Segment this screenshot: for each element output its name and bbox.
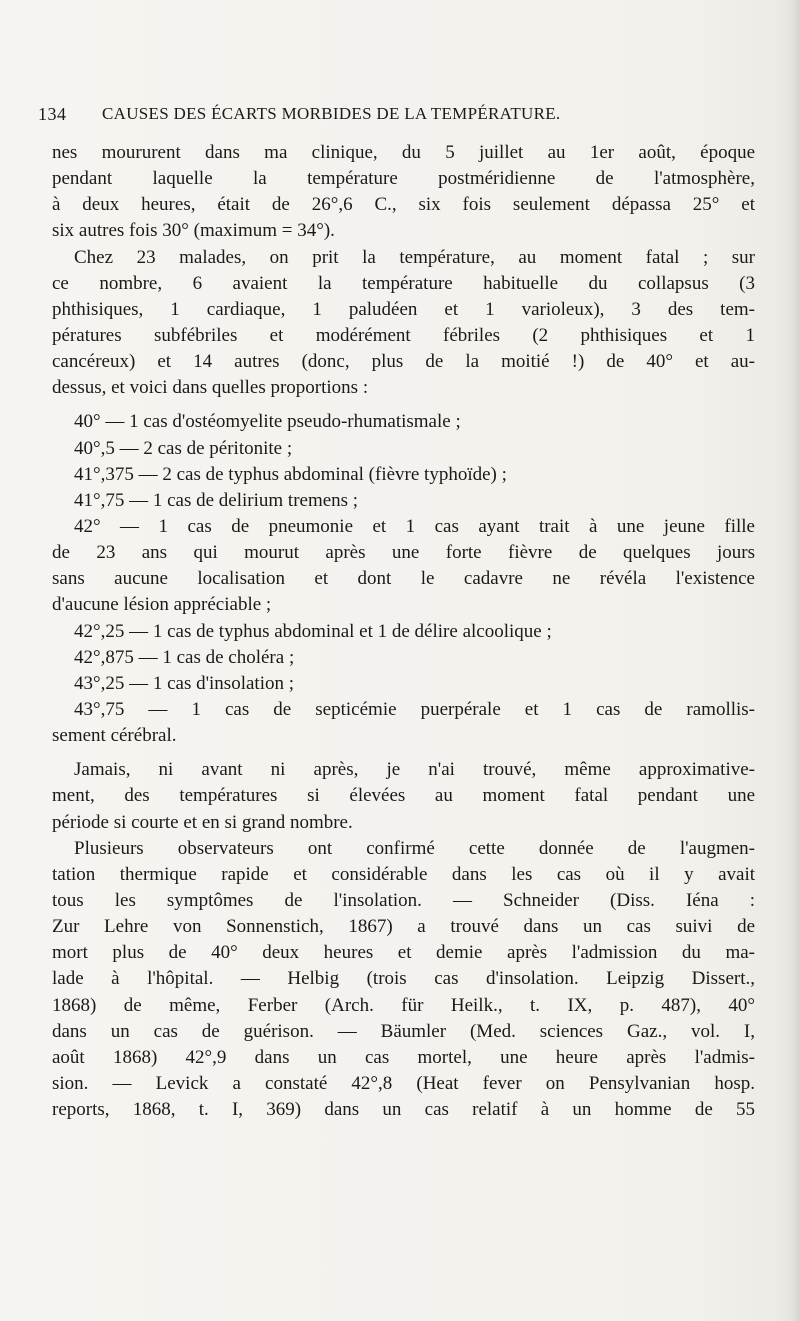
text-line: 1868) de même, Ferber (Arch. für Heilk., t. IX, p. 487), 40° <box>52 994 755 1016</box>
text-line: cancéreux) et 14 autres (donc, plus de la moitié !) de 40° et au- <box>52 351 755 373</box>
text-line: six autres fois 30° (maximum = 34°). <box>52 220 335 242</box>
text-line: 41°,375 — 2 cas de typhus abdominal (fièvre typhoïde) ; <box>74 463 507 485</box>
running-title: CAUSES DES ÉCARTS MORBIDES DE LA TEMPÉRATURE. <box>102 104 561 123</box>
text-line: Jamais, ni avant ni après, je n'ai trouvé, même approximative- <box>74 759 755 781</box>
text-line: Plusieurs observateurs ont confirmé cette donnée de l'augmen- <box>74 837 755 859</box>
text-line: reports, 1868, t. I, 369) dans un cas relatif à un homme de 55 <box>52 1099 755 1121</box>
text-line: août 1868) 42°,9 dans un cas mortel, une heure après l'admis- <box>52 1046 755 1068</box>
text-line: pendant laquelle la température postméridienne de l'atmosphère, <box>52 168 755 190</box>
text-line: sement cérébral. <box>52 725 177 747</box>
text-line: sion. — Levick a constaté 42°,8 (Heat fever on Pensylvanian hosp. <box>52 1072 755 1094</box>
text-line: à deux heures, était de 26°,6 C., six fois seulement dépassa 25° et <box>52 194 755 216</box>
text-line: 41°,75 — 1 cas de delirium tremens ; <box>74 489 359 511</box>
text-line: ce nombre, 6 avaient la température habituelle du collapsus (3 <box>52 272 755 294</box>
text-line: 43°,75 — 1 cas de septicémie puerpérale et 1 cas de ramollis- <box>74 698 755 720</box>
page-header <box>38 104 758 130</box>
text-line: dessus, et voici dans quelles proportions : <box>52 377 369 399</box>
text-line: 42° — 1 cas de pneumonie et 1 cas ayant trait à une jeune fille <box>74 515 755 537</box>
text-line: 40° — 1 cas d'ostéomyelite pseudo-rhumatismale ; <box>74 411 461 433</box>
text-line: Chez 23 malades, on prit la température, au moment fatal ; sur <box>74 246 755 268</box>
page-edge-shadow <box>790 0 800 1321</box>
body-text <box>52 140 755 1123</box>
text-line: phthisiques, 1 cardiaque, 1 paludéen et 1 varioleux), 3 des tem- <box>52 298 755 320</box>
text-line: d'aucune lésion appréciable ; <box>52 594 272 616</box>
text-line: ment, des températures si élevées au moment fatal pendant une <box>52 785 755 807</box>
text-line: tation thermique rapide et considérable dans les cas où il y avait <box>52 863 755 885</box>
text-line: 40°,5 — 2 cas de péritonite ; <box>74 437 293 459</box>
text-line: 42°,25 — 1 cas de typhus abdominal et 1 de délire alcoolique ; <box>74 620 552 642</box>
text-line: nes moururent dans ma clinique, du 5 juillet au 1er août, époque <box>52 142 755 163</box>
text-line: mort plus de 40° deux heures et demie après l'admission du ma- <box>52 942 755 964</box>
text-line: de 23 ans qui mourut après une forte fièvre de quelques jours <box>52 542 755 564</box>
text-line: sans aucune localisation et dont le cadavre ne révéla l'existence <box>52 568 755 590</box>
text-line: période si courte et en si grand nombre. <box>52 811 353 833</box>
text-line: pératures subfébriles et modérément fébriles (2 phthisiques et 1 <box>52 324 755 346</box>
text-line: 43°,25 — 1 cas d'insolation ; <box>74 672 295 694</box>
page-number: 134 <box>38 104 67 124</box>
text-line: dans un cas de guérison. — Bäumler (Med. sciences Gaz., vol. I, <box>52 1020 755 1042</box>
text-line: 42°,875 — 1 cas de choléra ; <box>74 646 295 668</box>
text-line: Zur Lehre von Sonnenstich, 1867) a trouvé dans un cas suivi de <box>52 916 755 938</box>
text-line: lade à l'hôpital. — Helbig (trois cas d'insolation. Leipzig Dissert., <box>52 968 755 990</box>
text-line: tous les symptômes de l'insolation. — Schneider (Diss. Iéna : <box>52 889 755 911</box>
